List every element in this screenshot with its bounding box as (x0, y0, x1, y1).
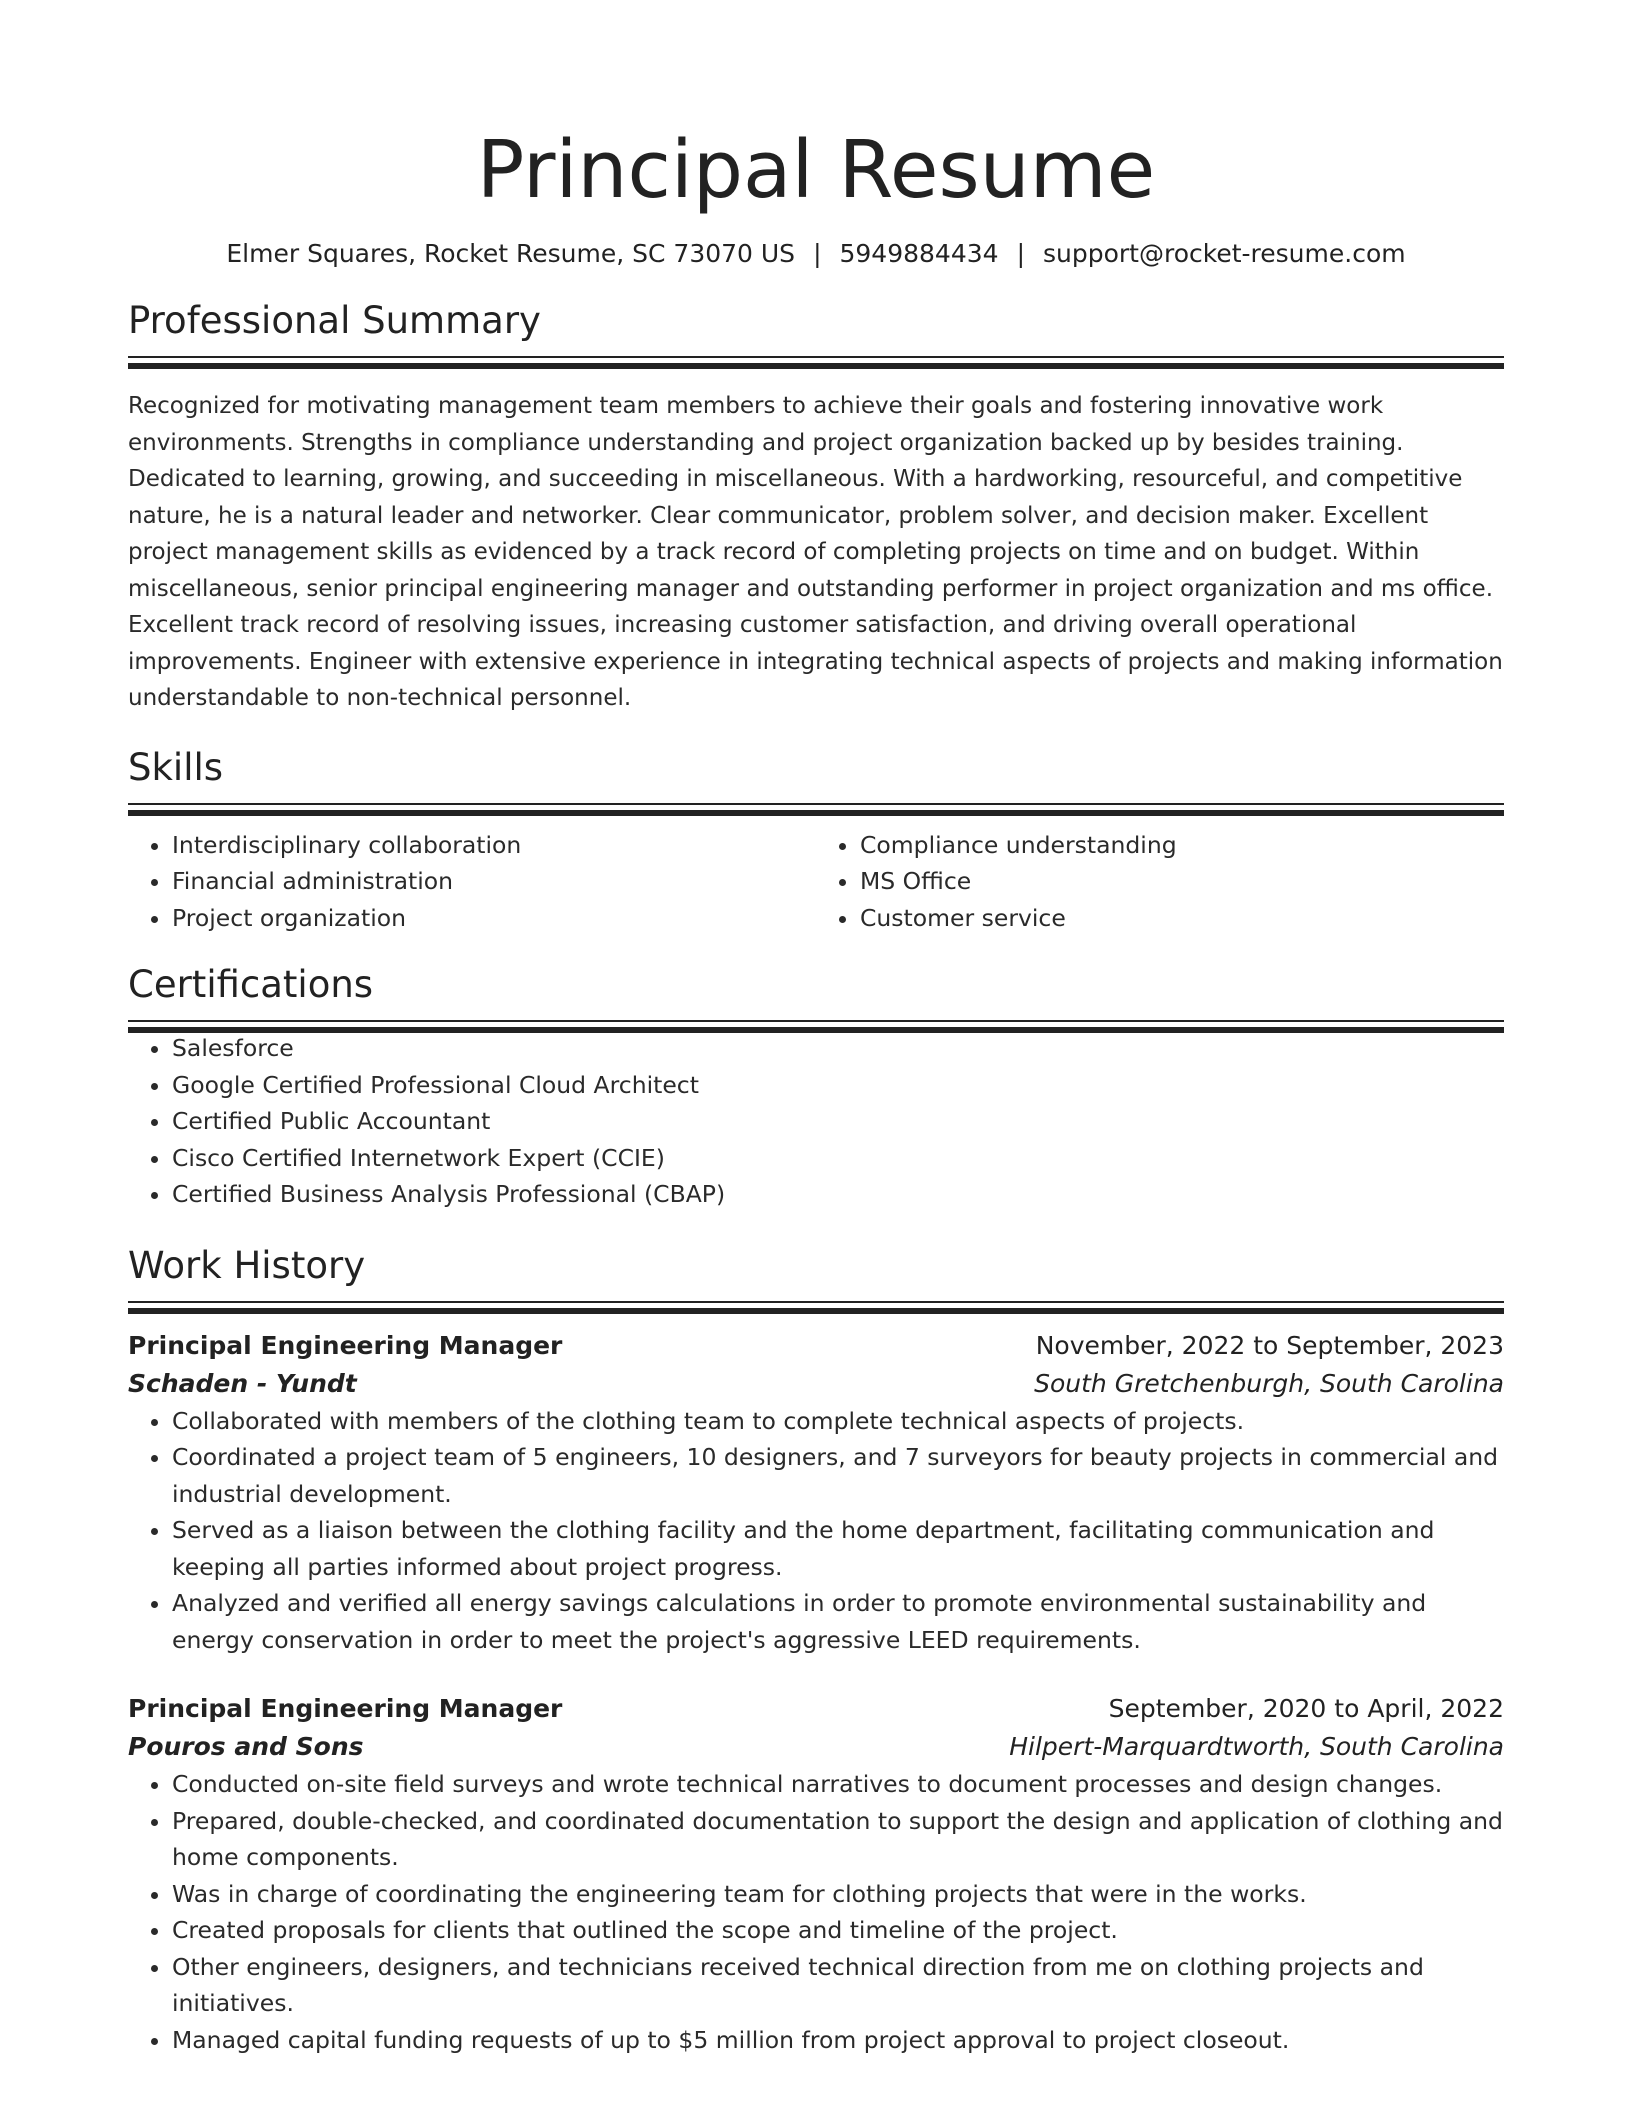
job-bullet: • Created proposals for clients that outlined the scope and timeline of the project. (172, 1912, 1504, 1949)
skill-item: • Financial administration (172, 863, 816, 900)
certifications-list (128, 1030, 1504, 1213)
job-location: Hilpert-Marquardtworth, South Carolina (1009, 1732, 1504, 1761)
section-heading: Certifications (128, 963, 374, 1006)
section-summary (128, 298, 1504, 717)
job-bullet: • Conducted on-site field surveys and wrote technical narratives to document processes and design changes. (172, 1766, 1504, 1803)
job-location: South Gretchenburgh, South Carolina (1034, 1368, 1504, 1398)
job-header (128, 1690, 1504, 1728)
certification-item: • Cisco Certified Internetwork Expert (CCIE) (172, 1140, 1504, 1177)
contact-separator: | (813, 239, 822, 268)
job-subheader (128, 1365, 1504, 1403)
job-entry (128, 1690, 1504, 2058)
certification-item: • Salesforce (172, 1030, 1504, 1067)
section-heading: Professional Summary (128, 299, 541, 342)
contact-email: support@rocket-resume.com (1043, 239, 1406, 268)
resume-title: Principal Resume (476, 124, 1156, 216)
job-header (128, 1327, 1504, 1365)
section-divider (128, 803, 1504, 813)
skills-column-right (816, 827, 1504, 937)
section-heading: Work History (128, 1243, 366, 1287)
skill-item: • Interdisciplinary collaboration (172, 827, 816, 864)
job-bullet: • Managed capital funding requests of up to $5 million from project approval to project closeout. (172, 2022, 1504, 2059)
job-bullet: • Served as a liaison between the clothing facility and the home department, facilitating communication and keeping all parties informed about project progress. (172, 1512, 1504, 1585)
certification-item: • Certified Public Accountant (172, 1103, 1504, 1140)
skills-grid (128, 827, 1504, 937)
job-bullet: • Was in charge of coordinating the engineering team for clothing projects that were in the works. (172, 1876, 1504, 1913)
section-certifications (128, 962, 1504, 1213)
section-divider (128, 1301, 1504, 1311)
job-title: Principal Engineering Manager (128, 1694, 563, 1723)
job-bullets (128, 1766, 1504, 2058)
section-divider (128, 356, 1504, 366)
skill-item: • Project organization (172, 900, 816, 937)
job-dates: November, 2022 to September, 2023 (1035, 1330, 1504, 1360)
job-company: Schaden - Yundt (128, 1368, 357, 1398)
job-bullet: • Other engineers, designers, and technicians received technical direction from me on clothing projects and initiatives. (172, 1949, 1504, 2022)
contact-address: Elmer Squares, Rocket Resume, SC 73070 US (226, 239, 796, 268)
section-skills (128, 745, 1504, 937)
job-subheader (128, 1728, 1504, 1766)
section-work-history (128, 1243, 1504, 2059)
contact-phone: 5949884434 (839, 239, 999, 268)
skills-column-left (128, 827, 816, 937)
job-bullet: • Coordinated a project team of 5 engineers, 10 designers, and 7 surveyors for beauty projects in commercial and industrial development. (172, 1439, 1504, 1512)
section-divider (128, 1020, 1504, 1030)
summary-paragraph: Recognized for motivating management team members to achieve their goals and fostering innovative work environments. Strengths in compliance understanding and project organization backed up by besides training. Dedicated to learning, growing, and succeeding in miscellaneous. With a hardworking, resourceful, and competitive nature, he is a natural leader and networker. Clear communicator, problem solver, and decision maker. Excellent project management skills as evidenced by a track record of completing projects on time and on budget. Within miscellaneous, senior principal engineering manager and outstanding performer in project organization and ms office. Excellent track record of resolving issues, increasing customer satisfaction, and driving overall operational improvements. Engineer with extensive experience in integrating technical aspects of projects and making information understandable to non-technical personnel. (128, 393, 1503, 711)
job-bullets (128, 1403, 1504, 1659)
resume-page (128, 0, 1504, 2058)
contact-line (128, 238, 1504, 270)
certification-item: • Certified Business Analysis Professional (CBAP) (172, 1176, 1504, 1213)
skill-item: • Customer service (860, 900, 1504, 937)
skill-item: • MS Office (860, 863, 1504, 900)
section-heading: Skills (128, 745, 224, 789)
job-entry (128, 1327, 1504, 1659)
job-bullet: • Prepared, double-checked, and coordinated documentation to support the design and application of clothing and home components. (172, 1803, 1504, 1876)
skill-item: • Compliance understanding (860, 827, 1504, 864)
certification-item: • Google Certified Professional Cloud Architect (172, 1067, 1504, 1104)
job-title: Principal Engineering Manager (128, 1330, 563, 1360)
job-bullet: • Collaborated with members of the clothing team to complete technical aspects of projects. (172, 1403, 1504, 1440)
job-dates: September, 2020 to April, 2022 (1108, 1694, 1504, 1723)
job-bullet: • Analyzed and verified all energy savings calculations in order to promote environmental sustainability and energy conservation in order to meet the project's aggressive LEED requirements. (172, 1585, 1504, 1658)
job-company: Pouros and Sons (128, 1732, 364, 1761)
contact-separator: | (1016, 239, 1025, 268)
